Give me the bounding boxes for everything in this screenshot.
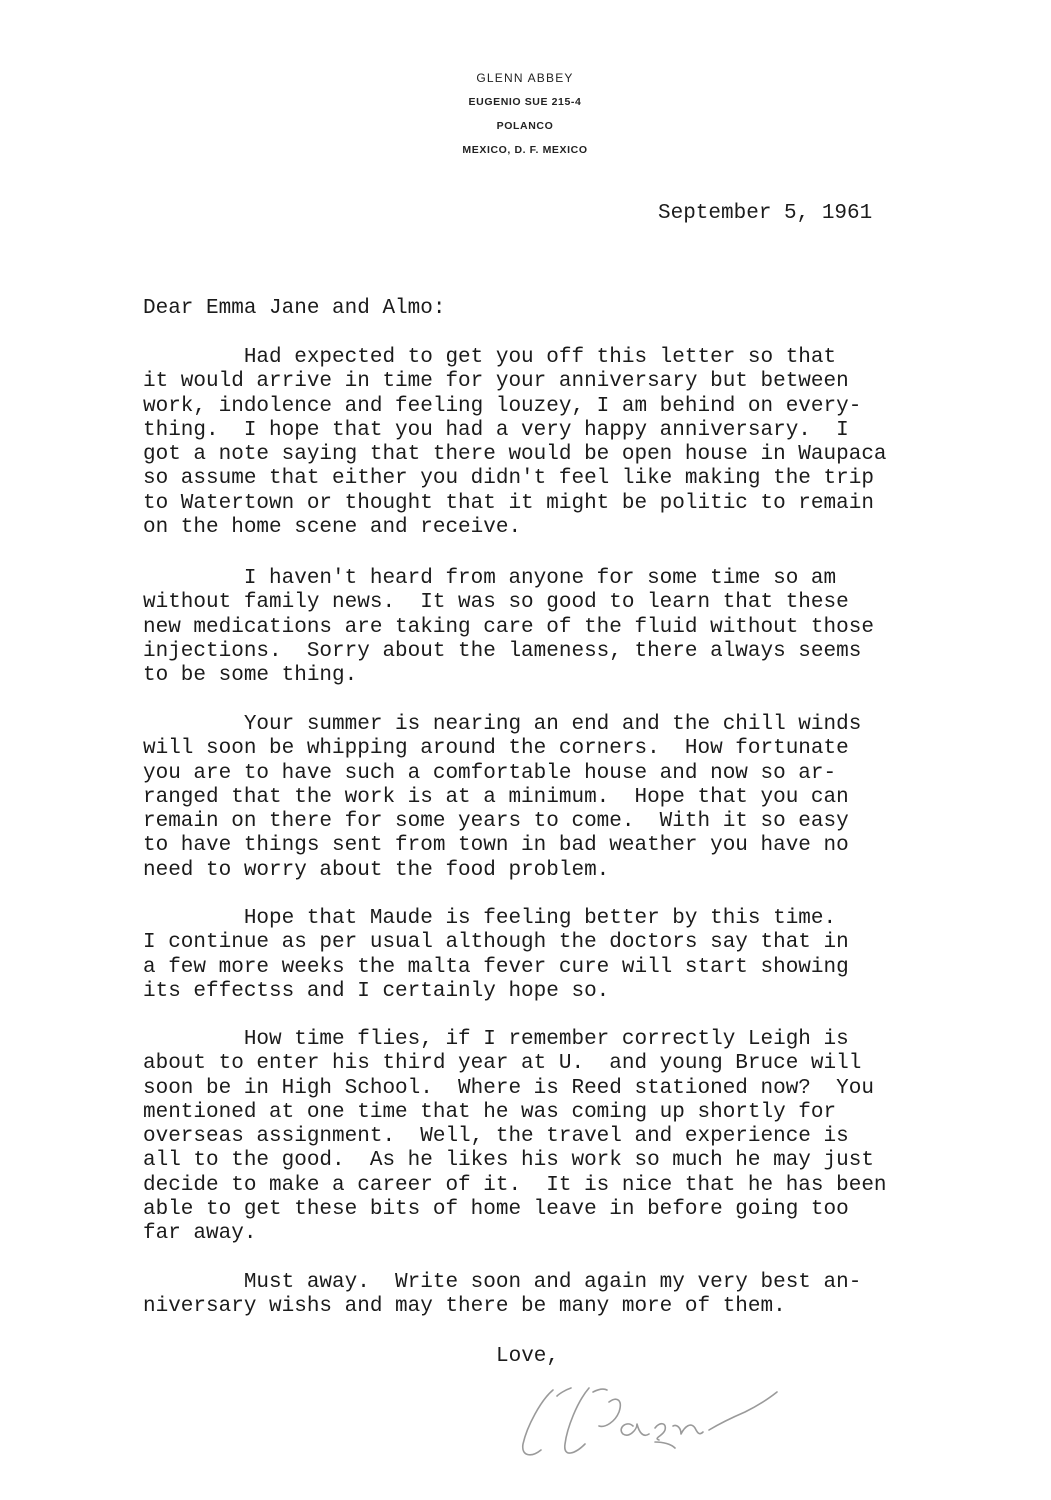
paragraph-line: How time flies, if I remember correctly Leigh is	[143, 1028, 849, 1051]
paragraph-line: to Watertown or thought that it might be politic to remain	[143, 491, 874, 515]
handwritten-signature-icon	[505, 1378, 805, 1478]
paragraph-line: will soon be whipping around the corners. How fortunate	[143, 737, 849, 761]
paragraph-line: about to enter his third year at U. and young Bruce will	[143, 1052, 862, 1076]
paragraph-line: injections. Sorry about the lameness, there always seems	[143, 639, 862, 663]
paragraph-line: all to the good. As he likes his work so much he may just	[143, 1149, 874, 1173]
paragraph-1	[143, 346, 887, 540]
paragraph-line: ranged that the work is at a minimum. Hope that you can	[143, 785, 849, 809]
letterhead-name: GLENN ABBEY	[476, 71, 574, 85]
paragraph-line: far away.	[143, 1222, 257, 1246]
paragraph-line: its effectss and I certainly hope so.	[143, 979, 610, 1003]
paragraph-line: Had expected to get you off this letter so that	[143, 346, 837, 369]
paragraph-line: Hope that Maude is feeling better by this time.	[143, 907, 837, 930]
paragraph-line: without family news. It was so good to learn that these	[143, 591, 849, 615]
paragraph-line: got a note saying that there would be open house in Waupaca	[143, 443, 887, 467]
paragraph-line: niversary wishs and may there be many more of them.	[143, 1295, 786, 1319]
paragraph-3	[143, 713, 861, 883]
paragraph-line: mentioned at one time that he was coming up shortly for	[143, 1100, 837, 1124]
paragraph-line: I haven't heard from anyone for some time so am	[143, 567, 837, 590]
paragraph-line: to be some thing.	[143, 664, 358, 688]
paragraph-line: need to worry about the food problem.	[143, 858, 610, 882]
letterhead	[380, 66, 670, 162]
paragraph-line: able to get these bits of home leave in before going too	[143, 1198, 849, 1222]
letterhead-street: EUGENIO SUE 215-4	[468, 96, 582, 108]
paragraph-line: thing. I hope that you had a very happy anniversary. I	[143, 418, 849, 442]
salutation: Dear Emma Jane and Almo:	[143, 297, 446, 320]
paragraph-line: on the home scene and receive.	[143, 516, 522, 540]
paragraph-line: remain on there for some years to come. With it so easy	[143, 810, 849, 834]
paragraph-line: so assume that either you didn't feel like making the trip	[143, 467, 874, 491]
paragraph-line: new medications are taking care of the fluid without those	[143, 615, 874, 639]
letter-date: September 5, 1961	[658, 202, 873, 225]
paragraph-4	[143, 907, 849, 1004]
letterhead-district: POLANCO	[496, 120, 554, 132]
paragraph-line: Must away. Write soon and again my very best an-	[143, 1271, 862, 1294]
paragraph-line: it would arrive in time for your anniversary but between	[143, 370, 849, 394]
letterhead-city: MEXICO, D. F. MEXICO	[462, 144, 588, 156]
paragraph-line: I continue as per usual although the doctors say that in	[143, 931, 849, 955]
closing: Love,	[496, 1345, 560, 1368]
paragraph-line: a few more weeks the malta fever cure will start showing	[143, 955, 849, 979]
paragraph-2	[143, 567, 874, 688]
paragraph-6	[143, 1271, 861, 1320]
paragraph-line: to have things sent from town in bad weather you have no	[143, 834, 849, 858]
paragraph-line: overseas assignment. Well, the travel and experience is	[143, 1125, 849, 1149]
paragraph-line: soon be in High School. Where is Reed stationed now? You	[143, 1076, 874, 1100]
paragraph-line: Your summer is nearing an end and the chill winds	[143, 713, 862, 736]
paragraph-line: you are to have such a comfortable house and now so ar-	[143, 761, 837, 785]
paragraph-5	[143, 1028, 887, 1247]
paragraph-line: work, indolence and feeling louzey, I am behind on every-	[143, 394, 862, 418]
paragraph-line: decide to make a career of it. It is nice that he has been	[143, 1173, 887, 1197]
